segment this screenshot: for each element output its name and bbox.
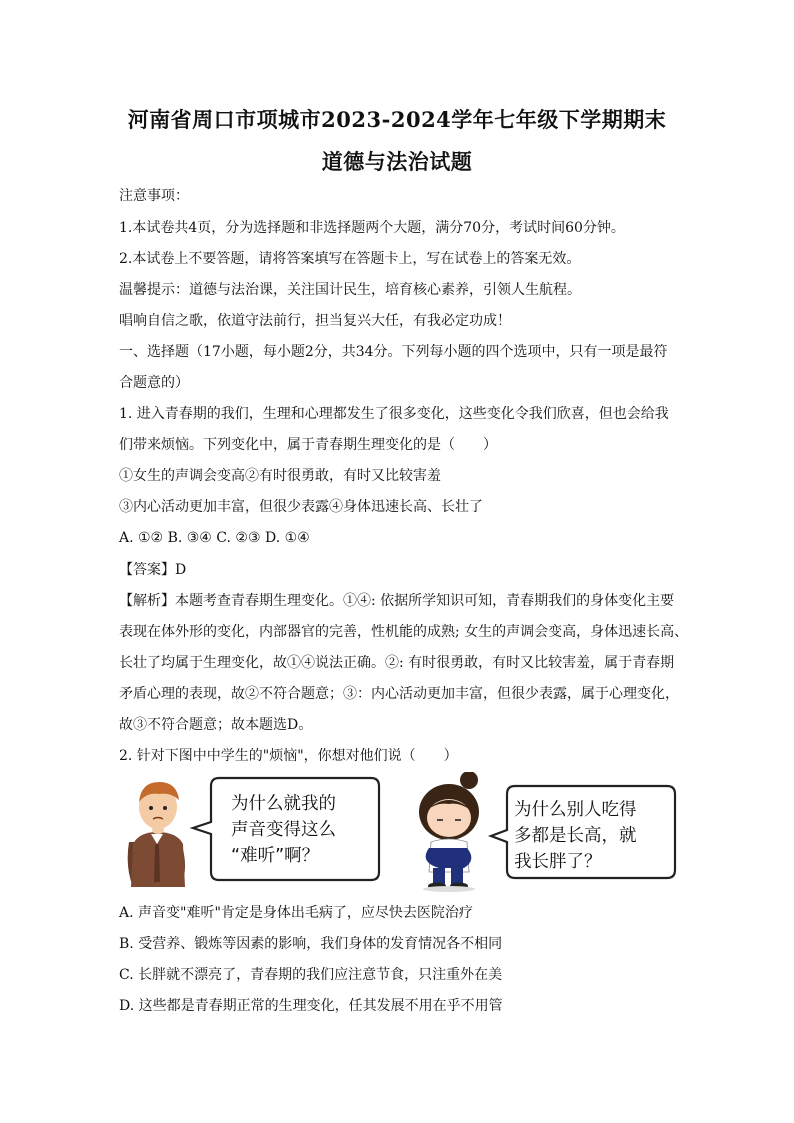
- q1-stem-line1: 1. 进入青春期的我们，生理和心理都发生了很多变化，这些变化令我们欣喜，但也会给我: [119, 406, 669, 422]
- q1-options-line2: ③内心活动更加丰富，但很少表露④身体迅速长高、长壮了: [119, 499, 483, 515]
- girl-figure: [419, 772, 479, 892]
- notes-item-2: 2.本试卷上不要答题，请将答案填写在答题卡上，写在试卷上的答案无效。: [119, 251, 581, 267]
- exam-title-line1: 河南省周口市项城市2023-2024学年七年级下学期期末: [127, 107, 667, 132]
- q1-analysis-line1: 【解析】本题考查青春期生理变化。①④: 依据所学知识可知，青春期我们的身体变化主要: [119, 593, 675, 609]
- bubble-right-line3: 我长胖了？: [514, 852, 602, 872]
- notes-item-1: 1.本试卷共4页，分为选择题和非选择题两个大题，满分70分，考试时间60分钟。: [119, 220, 625, 236]
- q2-option-c: C. 长胖就不漂亮了，青春期的我们应注意节食，只注重外在美: [119, 967, 503, 983]
- q1-analysis-line5: 故③不符合题意；故本题选D。: [119, 717, 313, 733]
- bubble-left-line1: 为什么就我的: [231, 794, 336, 814]
- boy-figure: [128, 782, 185, 887]
- q1-analysis-line3: 长壮了均属于生理变化，故①④说法正确。②: 有时很勇敢，有时又比较害羞，属于青春期: [119, 655, 675, 671]
- section1-intro-line2: 合题意的）: [119, 375, 189, 391]
- bubble-right-line1: 为什么别人吃得: [514, 800, 637, 820]
- notes-motto: 唱响自信之歌，依道守法前行，担当复兴大任，有我必定功成！: [119, 313, 511, 329]
- q2-option-d: D. 这些都是青春期正常的生理变化，任其发展不用在乎不用管: [119, 998, 503, 1014]
- bubble-right-line2: 多都是长高，就: [514, 826, 637, 846]
- q1-options-line1: ①女生的声调会变高②有时很勇敢，有时又比较害羞: [119, 468, 441, 484]
- q1-answer: 【答案】D: [119, 562, 187, 578]
- q1-analysis-line4: 矛盾心理的表现，故②不符合题意；③：内心活动更加丰富，但很少表露，属于心理变化，: [119, 686, 679, 702]
- q2-illustration: [119, 772, 679, 892]
- notes-tip: 温馨提示：道德与法治课，关注国计民生，培育核心素养，引领人生航程。: [119, 282, 581, 298]
- section1-intro-line1: 一、选择题（17小题，每小题2分，共34分。下列每小题的四个选项中，只有一项是最符: [119, 344, 668, 360]
- q1-choices: A. ①② B. ③④ C. ②③ D. ①④: [119, 530, 310, 546]
- q1-stem-line2: 们带来烦恼。下列变化中，属于青春期生理变化的是（ ）: [119, 437, 497, 453]
- notes-heading: 注意事项：: [119, 188, 189, 204]
- q1-analysis-line2: 表现在体外形的变化，内部器官的完善，性机能的成熟; 女生的声调会变高，身体迅速长高、: [119, 624, 689, 640]
- q2-option-a: A. 声音变"难听"肯定是身体出毛病了，应尽快去医院治疗: [119, 905, 473, 921]
- q2-stem: 2. 针对下图中中学生的"烦恼"，你想对他们说（ ）: [119, 748, 458, 764]
- q2-option-b: B. 受营养、锻炼等因素的影响，我们身体的发育情况各不相同: [119, 936, 503, 952]
- bubble-left-line2: 声音变得这么: [231, 820, 336, 840]
- exam-title-line2: 道德与法治试题: [321, 149, 473, 174]
- bubble-left-line3: “难听”啊？: [231, 846, 320, 866]
